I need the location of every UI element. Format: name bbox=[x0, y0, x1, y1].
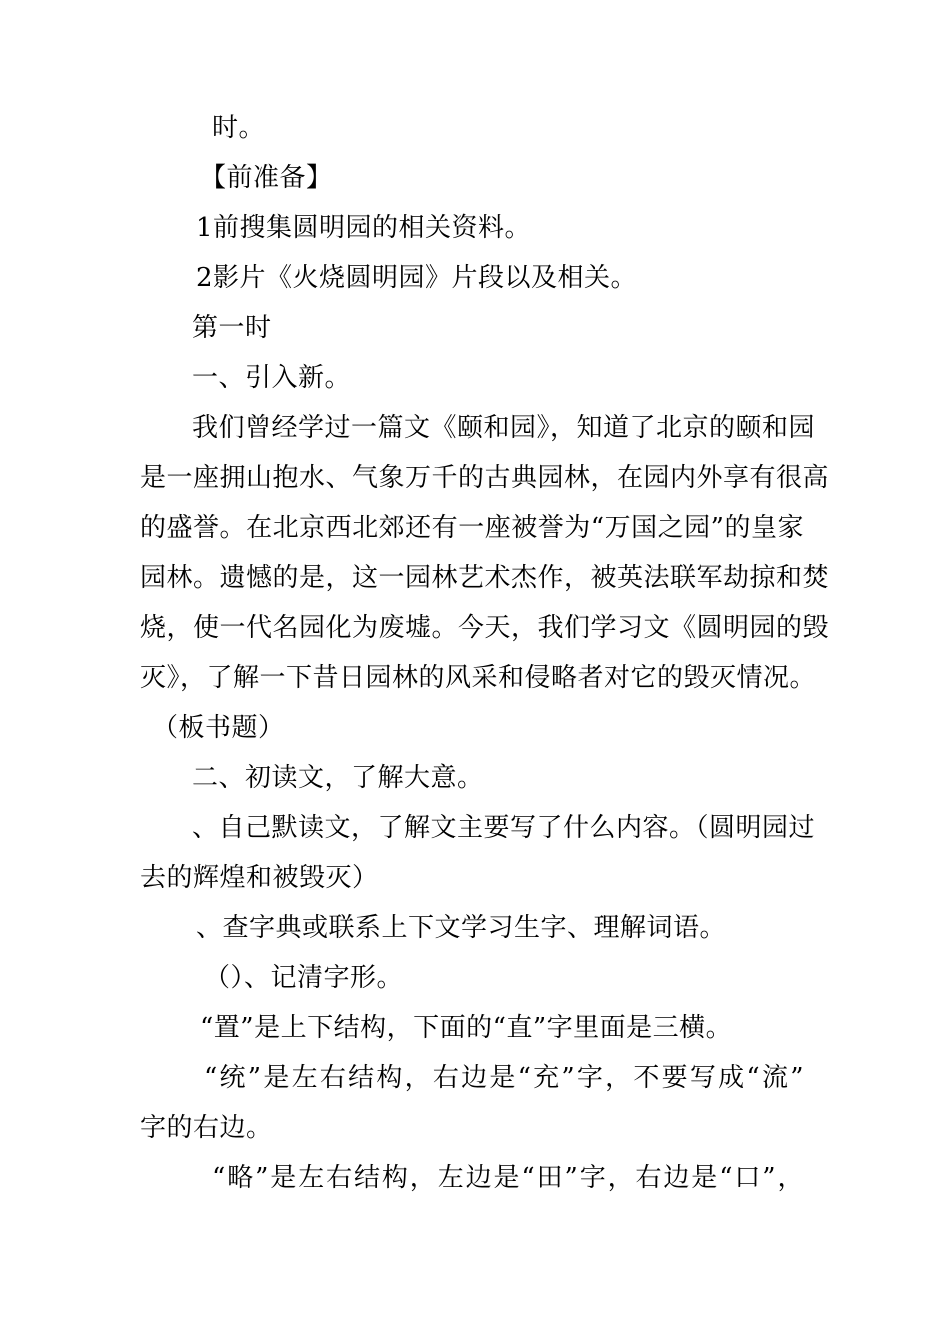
paragraph-reading-line-1: 、自己默读文，了解文主要写了什么内容。（圆明园过 bbox=[192, 813, 816, 843]
paragraph-intro-line-4: 园林。遗憾的是，这一园林艺术杰作，被英法联军劫掠和焚 bbox=[140, 563, 830, 593]
paragraph-intro-line-3: 的盛誉。在北京西北郊还有一座被誉为“万国之园”的皇家 bbox=[140, 513, 804, 543]
text-line-char-zhi: “置”是上下结构，下面的“直”字里面是三横。 bbox=[200, 1013, 733, 1043]
paragraph-intro-line-1: 我们曾经学过一篇文《颐和园》，知道了北京的颐和园 bbox=[192, 413, 816, 443]
section-heading-preparation: 【前准备】 bbox=[200, 163, 333, 193]
paragraph-intro-line-2: 是一座拥山抱水、气象万千的古典园林，在园内外享有很高 bbox=[140, 463, 830, 493]
text-line-1: 时。 bbox=[212, 113, 266, 143]
section-heading-intro: 一、引入新。 bbox=[192, 363, 352, 393]
text-line-dictionary: 、查字典或联系上下文学习生字、理解词语。 bbox=[196, 913, 727, 943]
text-line-board-title: （板书题） bbox=[152, 713, 285, 743]
lesson-title: 第一时 bbox=[192, 313, 272, 343]
paragraph-char-tong-line-2: 字的右边。 bbox=[140, 1113, 273, 1143]
text-line-glyph-shape: （）、记清字形。 bbox=[204, 963, 404, 993]
paragraph-intro-line-5: 烧，使一代名园化为废墟。今天，我们学习文《圆明园的毁 bbox=[140, 613, 830, 643]
paragraph-intro-line-6: 灭》，了解一下昔日园林的风采和侵略者对它的毁灭情况。 bbox=[140, 663, 817, 693]
section-heading-first-reading: 二、初读文，了解大意。 bbox=[192, 763, 484, 793]
paragraph-char-tong-line-1: “统”是左右结构，右边是“充”字，不要写成“流” bbox=[204, 1063, 804, 1093]
paragraph-reading-line-2: 去的辉煌和被毁灭） bbox=[140, 863, 379, 893]
text-line-prep-2: 2影片《火烧圆明园》片段以及相关。 bbox=[196, 263, 638, 293]
text-line-prep-1: 1前搜集圆明园的相关资料。 bbox=[196, 213, 532, 243]
paragraph-char-lue-line-1: “略”是左右结构，左边是“田”字，右边是“口”， bbox=[212, 1163, 804, 1193]
